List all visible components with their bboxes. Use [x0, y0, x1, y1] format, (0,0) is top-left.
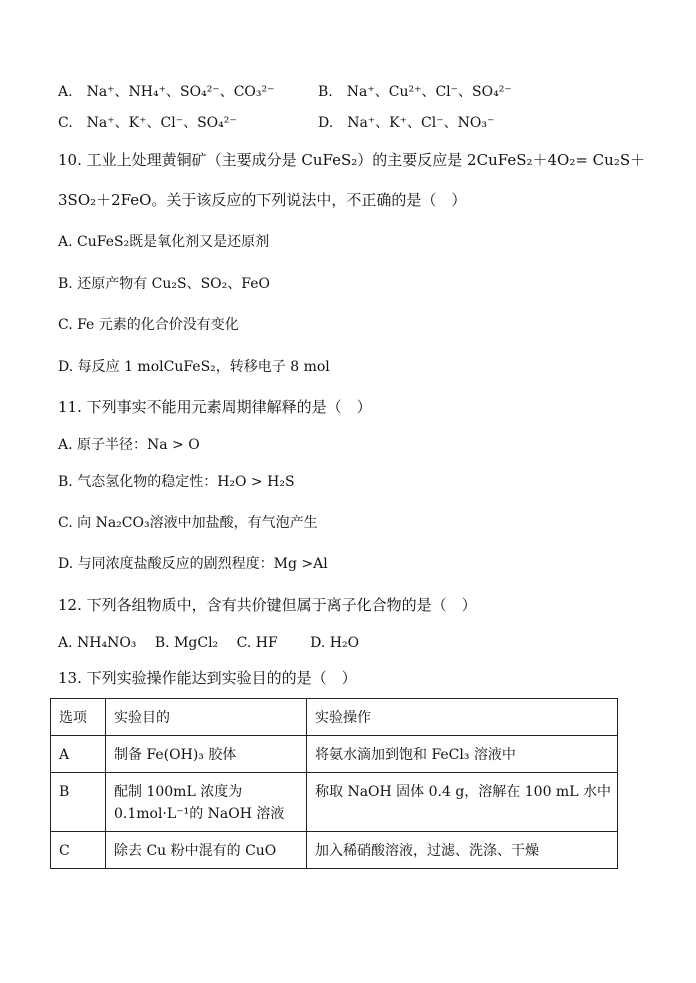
q11-option-c: C. 向 Na₂CO₃溶液中加盐酸，有气泡产生 [58, 515, 318, 531]
q13-stem: 13. 下列实验操作能达到实验目的的是（ ） [58, 669, 357, 687]
table-cell-purpose-line2: 0.1mol·L⁻¹的 NaOH 溶液 [114, 806, 285, 822]
table-cell-operation: 将氨水滴加到饱和 FeCl₃ 溶液中 [307, 736, 618, 773]
table-cell-option: C [51, 832, 106, 869]
table-row [51, 832, 618, 869]
q10-option-a: A. CuFeS₂既是氧化剂又是还原剂 [58, 234, 270, 250]
q12-option-c: C. HF [236, 635, 278, 651]
q10-stem-line2: 3SO₂＋2FeO。关于该反应的下列说法中，不正确的是（ ） [58, 191, 467, 209]
q11-option-b: B. 气态氢化物的稳定性：H₂O > H₂S [58, 474, 295, 490]
q11-option-a: A. 原子半径：Na > O [58, 437, 200, 453]
q9-option-b-label: B. [318, 84, 333, 100]
q12-option-a: A. NH₄NO₃ [58, 635, 137, 651]
table-cell-option: A [51, 736, 106, 773]
q9-option-c-text: Na⁺、K⁺、Cl⁻、SO₄²⁻ [86, 115, 237, 131]
q12-stem: 12. 下列各组物质中，含有共价键但属于离子化合物的是（ ） [58, 596, 477, 614]
q10-stem-line1: 10. 工业上处理黄铜矿（主要成分是 CuFeS₂）的主要反应是 2CuFeS₂＋4O₂= Cu₂S＋ [58, 151, 646, 169]
table-cell-purpose [106, 773, 307, 832]
table-header-operation: 实验操作 [307, 699, 618, 736]
q11-stem: 11. 下列事实不能用元素周期律解释的是（ ） [58, 398, 372, 416]
q10-option-c: C. Fe 元素的化合价没有变化 [58, 317, 239, 333]
table-cell-option: B [51, 773, 106, 832]
q9-option-a-label: A. [58, 84, 73, 100]
q12-option-b: B. MgCl₂ [154, 635, 219, 651]
table-header-row [51, 699, 618, 736]
q10-option-b: B. 还原产物有 Cu₂S、SO₂、FeO [58, 276, 270, 292]
q9-option-d [318, 113, 494, 133]
q9-option-b [318, 82, 512, 102]
q12-option-d: D. H₂O [310, 635, 360, 651]
q9-option-b-text: Na⁺、Cu²⁺、Cl⁻、SO₄²⁻ [346, 84, 512, 100]
table-cell-operation: 加入稀硝酸溶液，过滤、洗涤、干燥 [307, 832, 618, 869]
q12-options [58, 633, 359, 653]
table-header-purpose: 实验目的 [106, 699, 307, 736]
table-cell-purpose: 制备 Fe(OH)₃ 胶体 [106, 736, 307, 773]
q9-option-row-1 [58, 82, 512, 102]
table-row [51, 736, 618, 773]
q9-option-d-label: D. [318, 115, 334, 131]
table-row [51, 773, 618, 832]
table-cell-operation: 称取 NaOH 固体 0.4 g，溶解在 100 mL 水中 [307, 773, 618, 832]
table-cell-purpose-line1: 配制 100mL 浓度为 [114, 784, 243, 800]
q9-option-c-label: C. [58, 115, 73, 131]
q9-option-row-2 [58, 113, 495, 133]
q10-option-d: D. 每反应 1 molCuFeS₂，转移电子 8 mol [58, 359, 330, 375]
experiment-table [50, 698, 618, 869]
table-cell-purpose: 除去 Cu 粉中混有的 CuO [106, 832, 307, 869]
q9-option-a-text: Na⁺、NH₄⁺、SO₄²⁻、CO₃²⁻ [86, 84, 275, 100]
table-header-option: 选项 [51, 699, 106, 736]
q9-option-d-text: Na⁺、K⁺、Cl⁻、NO₃⁻ [347, 115, 495, 131]
q11-option-d: D. 与同浓度盐酸反应的剧烈程度：Mg >Al [58, 556, 328, 572]
